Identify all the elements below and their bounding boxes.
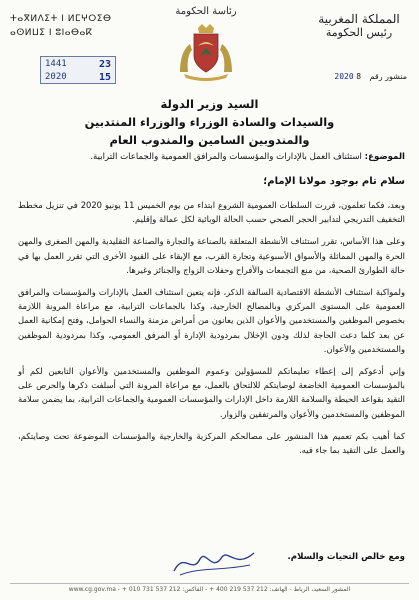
stamp-greg-day: 15	[98, 72, 111, 83]
paragraph: وإني أدعوكم إلى إعطاء تعليماتكم للمسؤولين وعموم الموظفين والمستخدمين والأعوان التابعين لكم أو بالمؤسسات العمومية الخاضعة لوصايتكم للالتحاق بالعمل، مع مراعاة المرونة التي أسلفت ذكرها والحرص على التقيد بقواعد الحيطة والسلامة اللازمة داخل الإدارات والمؤسسات العمومية والجماعات الترابية، بما يضمن سلامة الموظفين والمستخدمين والأعوان والمرتفقين والزوار.	[18, 366, 405, 419]
tifinagh-line-1: ⵜⴰⴳⵍⴷⵉⵜ ⵏ ⵍⵎⵖⵔⵉⴱ	[10, 14, 112, 24]
subject-text: استئناف العمل بالإدارات والمؤسسات والمرافق العمومية والجماعات الترابية.	[90, 152, 362, 162]
paragraph: وعلى هذا الأساس، تقرر استئناف الأنشطة المتعلقة بالصناعة والتجارة والصناعة التقليدية والمهن الصغرى والمهن الحرة والمهن المماثلة والأسواق الأسبوعية وتجارة القرب، مع الإبقاء على القيود الأخرى التي تقرر العمل بها في حالة الطوارئ الصحية، من منع التجمعات والأفراح وحفلات الزواج والجنائز وغيرها.	[18, 236, 405, 275]
greeting: سلام تام بوجود مولانا الإمام؛	[263, 176, 405, 187]
emblem-caption: رئاسة الحكومة	[175, 6, 237, 17]
header-emblem	[150, 6, 262, 86]
stamp-hijri-year: 1441	[45, 59, 67, 69]
stamp-hijri-day: 23	[98, 59, 111, 70]
kingdom-title: المملكة المغربية	[318, 12, 400, 26]
stamp-greg-year: 2020	[45, 72, 67, 82]
reference-number: 8	[356, 72, 362, 81]
paragraph: كما أهيب بكم تعميم هذا المنشور على مصالحكم المركزية والخارجية والمؤسسات الموضوعة تحت وصايتكم، والعمل على التقيد بما جاء فيه.	[18, 430, 405, 456]
head-of-government-title: رئيس الحكومة	[325, 26, 393, 39]
footer-contact: المشور السعيد، الرباط - الهاتف: 212 537 219 400 + - الفاكس: 212 537 731 010 + - www.cg.gov.ma	[10, 583, 409, 593]
addressee-line-1: السيد وزير الدولة	[160, 97, 259, 111]
addressee-line-2: والسيدات والسادة الوزراء والوزراء المنتدبين	[84, 115, 335, 129]
header-tifinagh	[10, 12, 115, 40]
subject-line	[14, 152, 405, 162]
header-right	[309, 12, 409, 40]
paragraph: وبعد، فكما تعلمون، قررت السلطات العمومية الشروع ابتداء من يوم الخميس 11 يونيو 2020 في تنزيل مخطط التخفيف التدريجي لتدابير الحجر الصحي حسب الحالة الوبائية لكل عمالة وإقليم.	[18, 200, 405, 225]
paragraph: ولمواكبة استئناف الأنشطة الاقتصادية السالفة الذكر، فإنه يتعين استئناف العمل بالإدارات والمؤسسات والمرافق العمومية على المستوى المركزي وبالمصالح الخارجية، وكذا بالجماعات الترابية، مع مراعاة المرونة اللازمة بخصوص الموظفين والمستخدمين والأعوان الذين يعانون من أمراض مزمنة والنساء الحوامل، وفتح إمكانية العمل عن بعد كلما دعت الحاجة لذلك ودون الإخلال بمردودية الإدارة أو المرفق العمومي، وكذا بمردودية الموظفين والمستخدمين والأعوان.	[18, 287, 405, 354]
reference-line	[334, 72, 407, 81]
addressee-line-3: والمندوبين السامين والمندوب العام	[109, 133, 310, 147]
letter-body	[18, 198, 405, 465]
tifinagh-line-2: ⴰⵙⵍⵡⵉ ⵏ ⵓⵏⴰⴱⴰⴽ	[10, 28, 93, 38]
date-stamp	[40, 56, 116, 84]
closing-salutation: ومع خالص التحيات والسلام.	[287, 552, 405, 562]
signature-mark	[170, 545, 260, 579]
subject-label: الموضوع:	[364, 152, 405, 162]
reference-year: 2020	[334, 72, 354, 81]
coat-of-arms-icon	[176, 20, 236, 82]
reference-label: منشور رقم	[369, 72, 407, 81]
addressees	[20, 95, 399, 149]
